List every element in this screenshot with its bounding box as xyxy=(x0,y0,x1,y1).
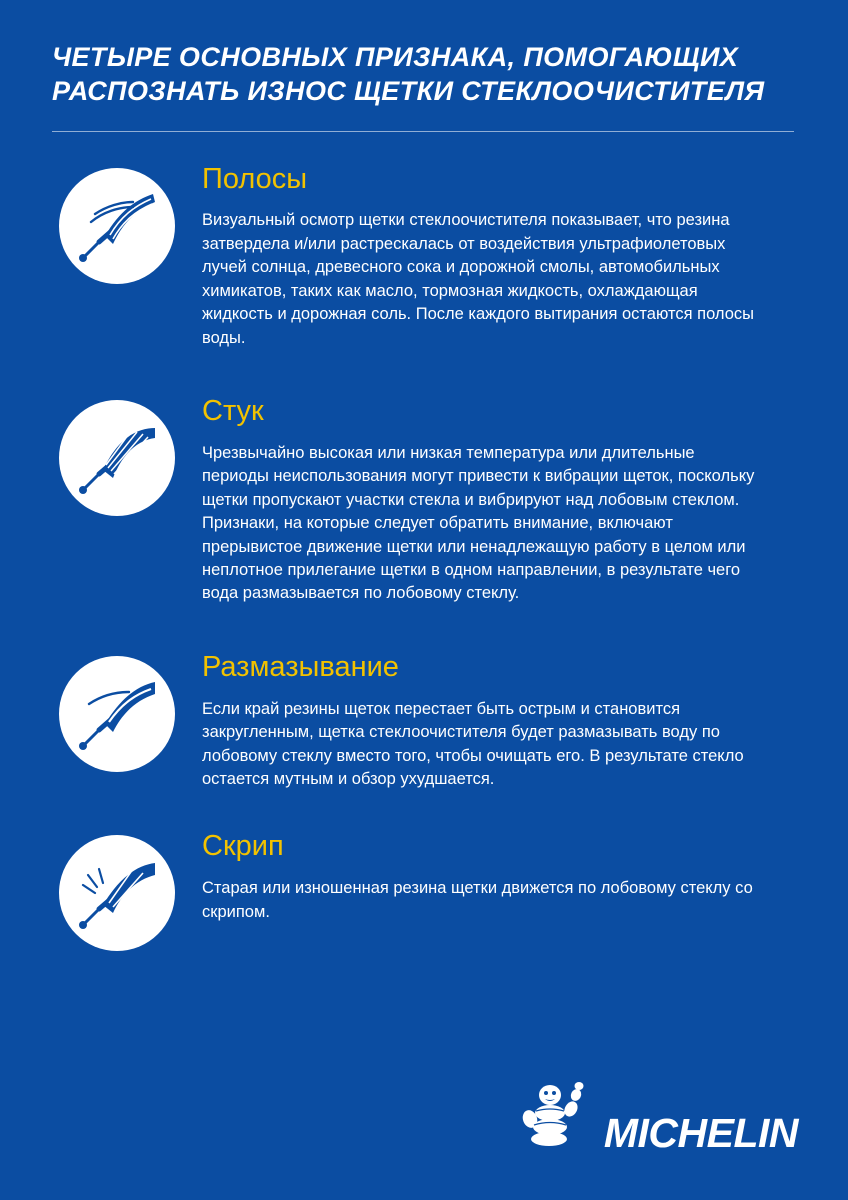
section-text: Если край резины щеток перестает быть острым и становится закругленным, щетка стеклоочистителя будет размазывать воду по лобовому стеклу вместо того, чтобы очищать его. В результате стекло остается мутным и обзор ухудшается. xyxy=(202,699,744,788)
section-streaks xyxy=(52,162,796,350)
section-smearing xyxy=(52,650,796,792)
section-text: Визуальный осмотр щетки стеклоочистителя показывает, что резина затвердела и/или растрескалась от воздействия ультрафиолетовых лучей солнца, древесного сока и дорожной смолы, автомобильных химикатов, таких как масло, тормозная жидкость, охлаждающая жидкость и дорожная соль. После каждого вытирания остаются полосы воды. xyxy=(202,211,754,347)
section-title: Стук xyxy=(202,394,264,427)
header xyxy=(0,0,848,132)
icon-circle xyxy=(59,168,175,284)
icon-circle xyxy=(59,400,175,516)
sections-list xyxy=(0,132,848,952)
section-title: Полосы xyxy=(202,162,308,195)
section-body xyxy=(182,650,796,792)
page-title: ЧЕТЫРЕ ОСНОВНЫХ ПРИЗНАКА, ПОМОГАЮЩИХ РАСПОЗНАТЬ ИЗНОС ЩЕТКИ СТЕКЛООЧИСТИТЕЛЯ xyxy=(52,42,765,107)
icon-container xyxy=(52,394,182,516)
icon-circle xyxy=(59,835,175,951)
wiper-streaks-icon xyxy=(75,186,159,266)
section-text: Старая или изношенная резина щетки движется по лобовому стеклу со скрипом. xyxy=(202,879,753,921)
wiper-squeak-icon xyxy=(75,853,159,933)
section-squeak xyxy=(52,829,796,951)
section-body xyxy=(182,829,796,924)
michelin-man-icon xyxy=(516,1075,594,1158)
wiper-smearing-icon xyxy=(75,674,159,754)
section-chatter xyxy=(52,394,796,606)
section-title: Размазывание xyxy=(202,650,399,683)
section-text: Чрезвычайно высокая или низкая температура или длительные периоды неиспользования могут привести к вибрации щеток, поскольку щетки пропускают участки стекла и вибрируют над лобовым стеклом. Признаки, на которые следует обратить внимание, включают прерывистое движение щетки или ненадлежащую работу в целом или неплотное прилегание щетки в одном направлении, в результате чего вода размазывается по лобовому стеклу. xyxy=(202,443,755,603)
icon-container xyxy=(52,650,182,772)
icon-circle xyxy=(59,656,175,772)
section-title: Скрип xyxy=(202,830,284,863)
section-body xyxy=(182,394,796,606)
section-body xyxy=(182,162,796,350)
icon-container xyxy=(52,162,182,284)
icon-container xyxy=(52,829,182,951)
wiper-chatter-icon xyxy=(75,418,159,498)
footer-logo xyxy=(516,1075,798,1158)
brand-wordmark: MICHELIN xyxy=(603,1110,798,1156)
